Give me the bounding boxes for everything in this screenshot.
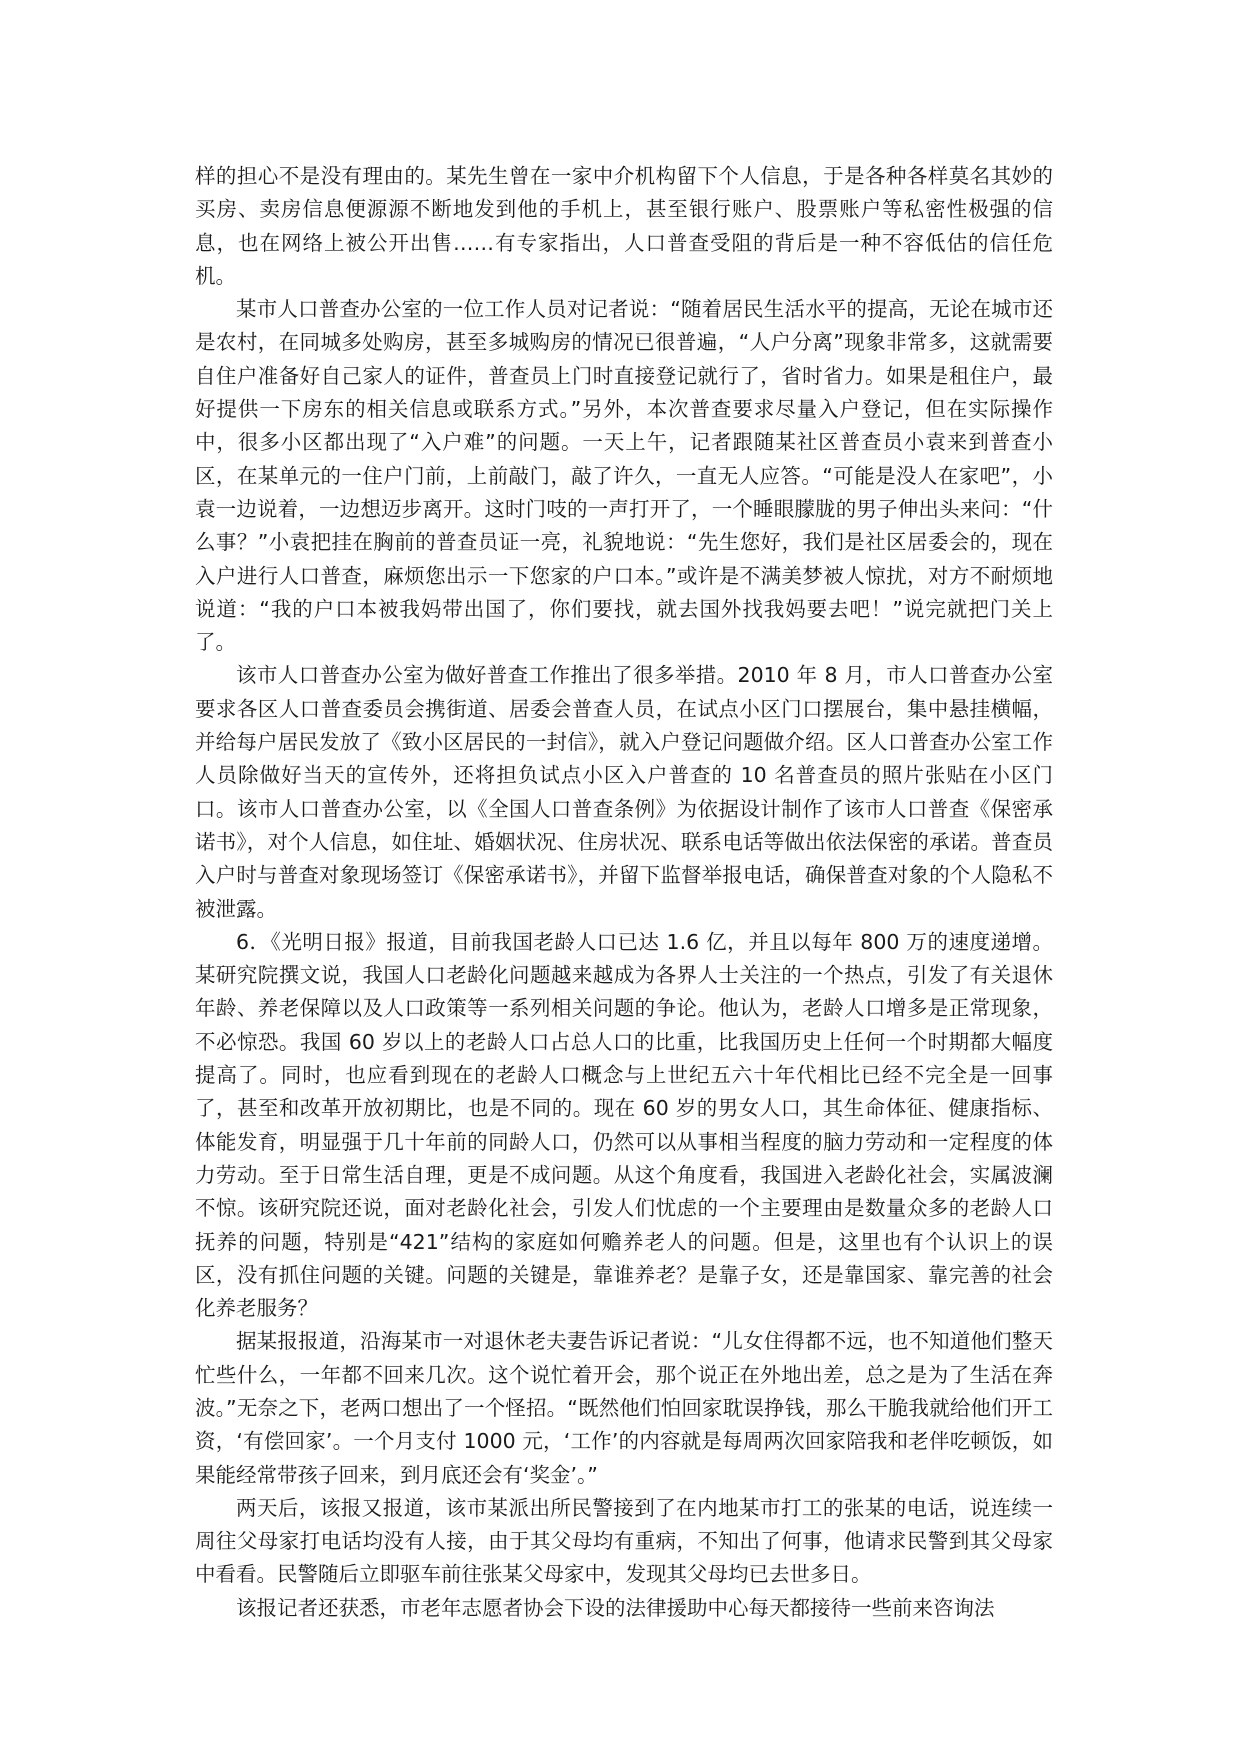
- paragraph: 该报记者还获悉，市老年志愿者协会下设的法律援助中心每天都接待一些前来咨询法: [236, 1595, 995, 1620]
- document-body: [195, 160, 1053, 1625]
- paragraph: 两天后，该报又报道，该市某派出所民警接到了在内地某市打工的张某的电话，说连续一周往父母家打电话均没有人接，由于其父母均有重病，不知出了何事，他请求民警到其父母家中看看。民警随后立即驱车前往张某父母家中，发现其父母均已去世多日。: [195, 1495, 1053, 1587]
- paragraph: 样的担心不是没有理由的。某先生曾在一家中介机构留下个人信息，于是各种各样莫名其妙的买房、卖房信息便源源不断地发到他的手机上，甚至银行账户、股票账户等私密性极强的信息，也在网络上被公开出售……有专家指出，人口普查受阻的背后是一种不容低估的信任危机。: [195, 164, 1053, 288]
- paragraph: 据某报报道，沿海某市一对退休老夫妻告诉记者说：“儿女住得都不远，也不知道他们整天忙些什么，一年都不回来几次。这个说忙着开会，那个说正在外地出差，总之是为了生活在奔波。”无奈之下，老两口想出了一个怪招。“既然他们怕回家耽误挣钱，那么干脆我就给他们开工资，‘有偿回家’。一个月支付 1000 元，‘工作’的内容就是每周两次回家陪我和老伴吃顿饭，如果能经常带孩子回来，到月底还会有‘奖金’。”: [195, 1329, 1053, 1487]
- paragraph: 某市人口普查办公室的一位工作人员对记者说：“随着居民生活水平的提高，无论在城市还是农村，在同城多处购房，甚至多城购房的情况已很普遍，“人户分离”现象非常多，这就需要自住户准备好自己家人的证件，普查员上门时直接登记就行了，省时省力。如果是租住户，最好提供一下房东的相关信息或联系方式。”另外，本次普查要求尽量入户登记，但在实际操作中，很多小区都出现了“入户难”的问题。一天上午，记者跟随某社区普查员小袁来到普查小区，在某单元的一住户门前，上前敲门，敲了许久，一直无人应答。“可能是没人在家吧”，小袁一边说着，一边想迈步离开。这时门吱的一声打开了，一个睡眼朦胧的男子伸出头来问：“什么事？”小袁把挂在胸前的普查员证一亮，礼貌地说：“先生您好，我们是社区居委会的，现在入户进行人口普查，麻烦您出示一下您家的户口本。”或许是不满美梦被人惊扰，对方不耐烦地说道：“我的户口本被我妈带出国了，你们要找，就去国外找我妈要去吧！”说完就把门关上了。: [195, 297, 1053, 655]
- paragraph: 该市人口普查办公室为做好普查工作推出了很多举措。2010 年 8 月，市人口普查办公室要求各区人口普查委员会携街道、居委会普查人员，在试点小区门口摆展台，集中悬挂横幅，并给每户居民发放了《致小区居民的一封信》，就入户登记问题做介绍。区人口普查办公室工作人员除做好当天的宣传外，还将担负试点小区入户普查的 10 名普查员的照片张贴在小区门口。该市人口普查办公室，以《全国人口普查条例》为依据设计制作了该市人口普查《保密承诺书》，对个人信息，如住址、婚姻状况、住房状况、联系电话等做出依法保密的承诺。普查员入户时与普查对象现场签订《保密承诺书》，并留下监督举报电话，确保普查对象的个人隐私不被泄露。: [195, 663, 1053, 921]
- paragraph: 6．《光明日报》报道，目前我国老龄人口已达 1.6 亿，并且以每年 800 万的速度递增。某研究院撰文说，我国人口老龄化问题越来越成为各界人士关注的一个热点，引发了有关退休年龄、养老保障以及人口政策等一系列相关问题的争论。他认为，老龄人口增多是正常现象，不必惊恐。我国 60 岁以上的老龄人口占总人口的比重，比我国历史上任何一个时期都大幅度提高了。同时，也应看到现在的老龄人口概念与上世纪五六十年代相比已经不完全是一回事了，甚至和改革开放初期比，也是不同的。现在 60 岁的男女人口，其生命体征、健康指标、体能发育，明显强于几十年前的同龄人口，仍然可以从事相当程度的脑力劳动和一定程度的体力劳动。至于日常生活自理，更是不成问题。从这个角度看，我国进入老龄化社会，实属波澜不惊。该研究院还说，面对老龄化社会，引发人们忧虑的一个主要理由是数量众多的老龄人口抚养的问题，特别是“421”结构的家庭如何赡养老人的问题。但是，这里也有个认识上的误区，没有抓住问题的关键。问题的关键是，靠谁养老？是靠子女，还是靠国家、靠完善的社会化养老服务？: [195, 929, 1053, 1321]
